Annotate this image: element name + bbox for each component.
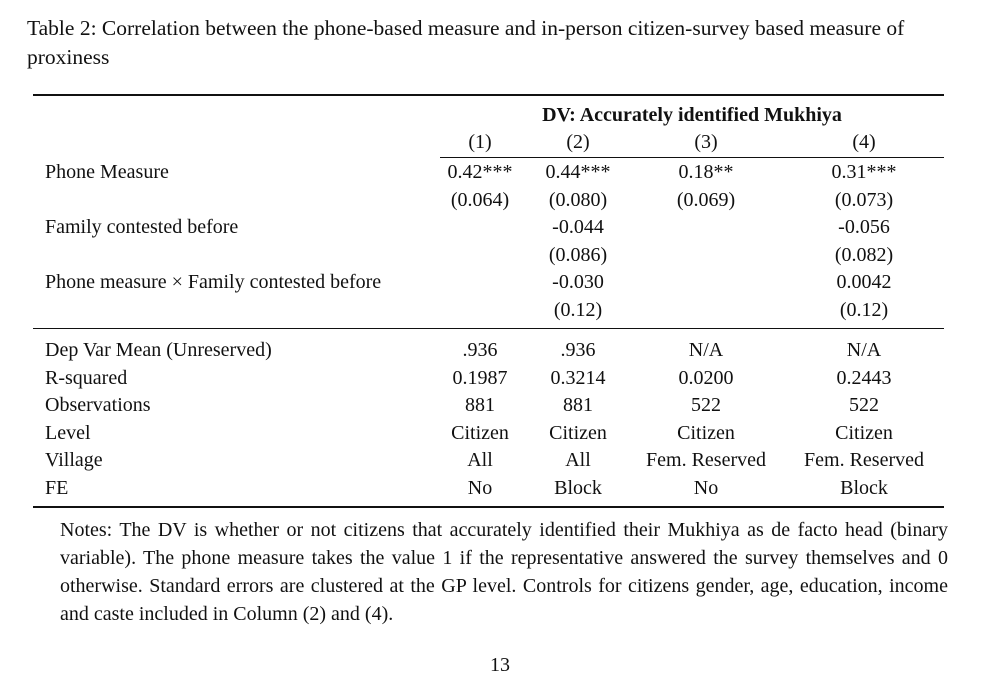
top-rule [33,94,944,96]
table-cell: (0.069) [676,188,736,211]
table-caption: Table 2: Correlation between the phone-based measure and in-person citizen-survey based measure of proxiness [27,16,905,69]
table-cell: (0.086) [548,243,608,266]
table-cell: -0.044 [552,216,604,238]
table-cell: -0.056 [838,216,890,238]
column-number: (1) [468,131,492,153]
row-label: Observations [45,394,151,416]
table-cell: All [565,449,591,471]
table-cell: .936 [462,339,498,361]
column-number: (4) [852,131,876,153]
mid-rule [33,328,944,329]
dv-header: DV: Accurately identified Mukhiya [542,104,842,126]
table-cell: Citizen [835,421,893,444]
table-cell: (0.12) [553,298,603,321]
table-cell: -0.030 [552,271,604,293]
row-label: Dep Var Mean (Unreserved) [45,339,272,361]
column-number: (2) [566,131,590,153]
table-cell: 0.44*** [545,161,611,183]
table-cell: Fem. Reserved [804,449,924,471]
table-cell: 0.18** [678,161,734,183]
row-label: Family contested before [45,216,239,238]
table-cell: 0.31*** [831,161,897,183]
table-notes: Notes: The DV is whether or not citizens that accurately identified their Mukhiya as de facto head (binary variable). The phone measure takes the value 1 if the representative answered the survey themselves and 0 otherwise. Standard errors are clustered at the GP level. Controls for citizens gender, age, education, income and caste included in Column (2) and (4). [60,519,948,625]
row-label: Level [45,421,91,444]
table-cell: 522 [691,394,721,416]
table-cell: (0.080) [548,188,608,211]
page-number: 13 [490,654,510,676]
table-cell: (0.073) [834,188,894,211]
table-cell: Fem. Reserved [646,449,766,471]
table-cell: 0.1987 [452,366,508,389]
row-label: Village [45,449,103,471]
table-cell: .936 [560,339,596,361]
table-cell: No [467,476,493,499]
table-cell: Citizen [677,421,735,444]
row-label: R-squared [45,366,128,389]
table-cell: (0.12) [839,298,889,321]
table-cell: 881 [465,394,495,416]
table-cell: (0.064) [450,188,510,211]
header-rule [440,157,944,158]
table-cell: 522 [849,394,879,416]
table-cell: All [467,449,493,471]
table-cell: 881 [563,394,593,416]
table-cell: N/A [688,339,724,361]
table-cell: 0.0200 [678,366,734,389]
table-cell: Citizen [451,421,509,444]
table-cell: Block [554,476,602,499]
table-cell: 0.42*** [447,161,513,183]
row-label: Phone Measure [45,161,169,183]
table-cell: Citizen [549,421,607,444]
bottom-rule [33,506,944,508]
row-label: FE [45,476,69,499]
column-number: (3) [694,131,718,153]
table-cell: N/A [846,339,882,361]
table-cell: (0.082) [834,243,894,266]
table-cell: No [693,476,719,499]
table-cell: 0.2443 [836,366,892,389]
table-cell: 0.0042 [836,271,892,293]
table-cell: 0.3214 [550,366,606,389]
table-cell: Block [840,476,888,499]
row-label: Phone measure × Family contested before [45,271,382,293]
